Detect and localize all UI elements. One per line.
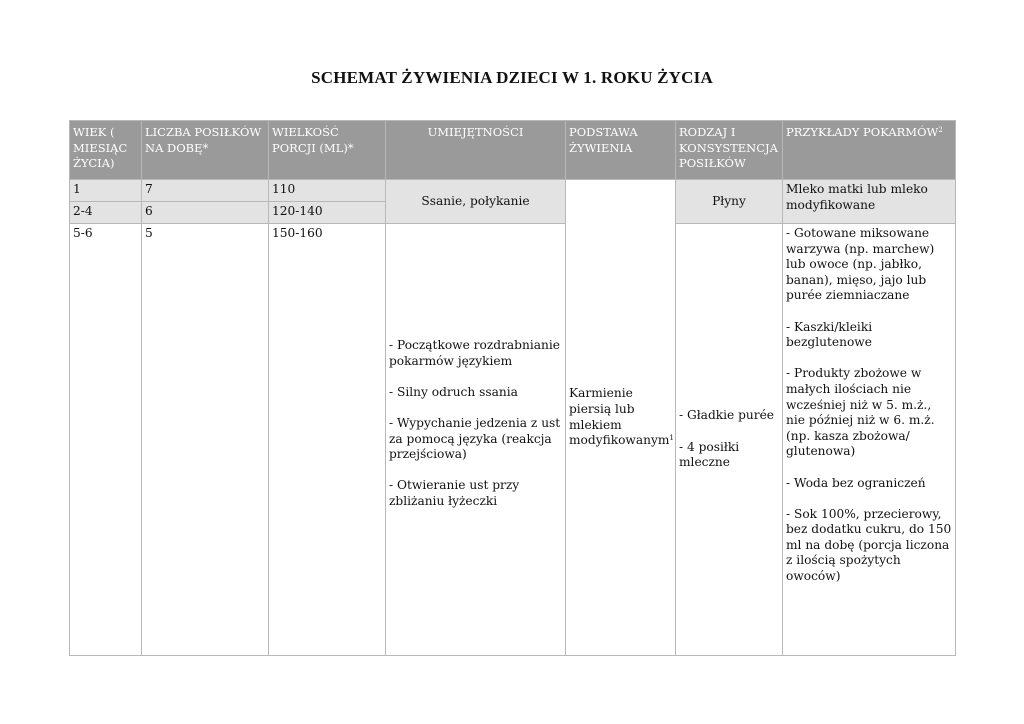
header-portion-size: WIELKOŚĆ PORCJI (ML)* <box>269 121 386 180</box>
cell-portion: 150-160 <box>269 224 386 656</box>
footnote-1-marker: 1 <box>669 434 674 443</box>
cell-meals: 7 <box>142 180 269 202</box>
footnote-2-marker: 2 <box>938 126 943 134</box>
cell-portion: 110 <box>269 180 386 202</box>
cell-age: 5-6 <box>70 224 142 656</box>
skill-item: - Otwieranie ust przy zbliżaniu łyżeczki <box>389 478 520 509</box>
food-example-item: - Sok 100%, przecierowy, bez dodatku cukru, do 150 ml na dobę (porcja liczona z ilością spożytych owoców) <box>786 506 952 584</box>
cell-consistency-puree <box>676 224 783 656</box>
consistency-item: - 4 posiłki mleczne <box>679 439 740 470</box>
feeding-basis-text: Karmienie piersią lub mlekiem modyfikowanym <box>569 386 670 448</box>
cell-portion: 120-140 <box>269 202 386 224</box>
skill-item: - Wypychanie jedzenia z ust za pomocą języka (reakcja przejściowa) <box>389 416 561 462</box>
cell-age: 1 <box>70 180 142 202</box>
page-title: SCHEMAT ŻYWIENIA DZIECI W 1. ROKU ŻYCIA <box>311 68 713 87</box>
header-meals-per-day: LICZBA POSIŁKÓW NA DOBĘ* <box>142 121 269 180</box>
food-example-item: - Woda bez ograniczeń <box>786 475 926 490</box>
consistency-item: - Gładkie purée <box>679 408 775 423</box>
header-meal-consistency: RODZAJ I KONSYSTENCJA POSIŁKÓW <box>676 121 783 180</box>
food-example-item: - Gotowane miksowane warzywa (np. marchew) lub owoce (np. jabłko, banan), mięso, jajo lub purée ziemniaczane <box>786 226 935 303</box>
food-example-item: - Kaszki/kleiki bezglutenowe <box>786 319 873 350</box>
header-skills: UMIEJĘTNOŚCI <box>386 121 566 180</box>
table-row <box>70 224 956 656</box>
cell-examples-foods <box>783 224 956 656</box>
cell-age: 2-4 <box>70 202 142 224</box>
header-food-examples-label: PRZYKŁADY POKARMÓW <box>786 125 939 139</box>
food-example-item: - Produkty zbożowe w małych ilościach nie wcześniej niż w 5. m.ż., nie później niż w 6. m.ż. (np. kasza zbożowa/ glutenowa) <box>786 366 935 459</box>
header-age: WIEK ( MIESIĄC ŻYCIA) <box>70 121 142 180</box>
skill-item: - Silny odruch ssania <box>389 384 518 399</box>
table-row <box>70 180 956 202</box>
cell-meals: 6 <box>142 202 269 224</box>
skill-item: - Początkowe rozdrabnianie pokarmów językiem <box>389 338 560 368</box>
cell-examples-milk: Mleko matki lub mleko modyfikowane <box>783 180 956 224</box>
feeding-schedule-table <box>69 120 956 656</box>
header-food-examples <box>783 121 956 180</box>
cell-consistency-liquids: Płyny <box>676 180 783 224</box>
cell-feeding-basis <box>566 180 676 656</box>
cell-skills-infant: Ssanie, połykanie <box>386 180 566 224</box>
header-row <box>70 121 956 180</box>
header-feeding-basis: PODSTAWA ŻYWIENIA <box>566 121 676 180</box>
cell-skills-older <box>386 224 566 656</box>
cell-meals: 5 <box>142 224 269 656</box>
